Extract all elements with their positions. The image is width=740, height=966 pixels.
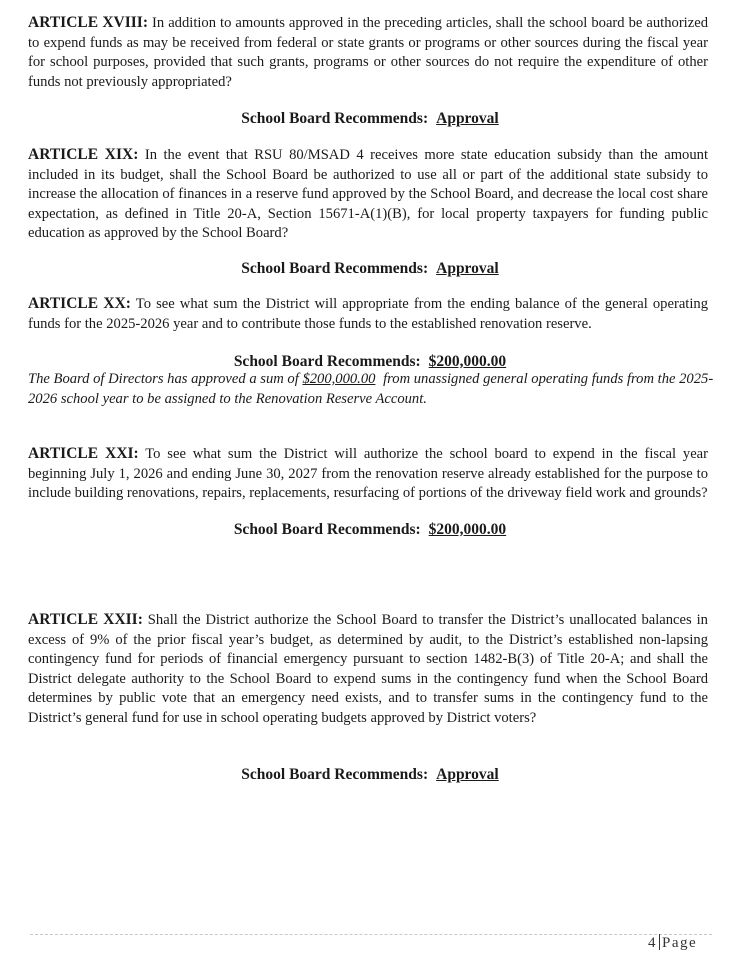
- recommendation-value: $200,000.00: [428, 353, 507, 370]
- page-number: [648, 934, 697, 952]
- recommendation-label: School Board Recommends:: [241, 766, 429, 783]
- article-label: ARTICLE XVIII:: [28, 14, 148, 31]
- article-xxii: [28, 610, 708, 728]
- article-xx: [28, 294, 708, 334]
- article-label: ARTICLE XIX:: [28, 146, 139, 163]
- recommendation-xxi: [0, 520, 740, 540]
- recommendation-value: Approval: [436, 766, 499, 783]
- recommendation-value: Approval: [436, 260, 499, 277]
- article-text: In addition to amounts approved in the preceding articles, shall the school board be authorized to expend funds as may be received from federal or state grants or programs or other sources during the fiscal year for school purposes, provided that such grants, programs or other sources do not require the expenditure of other funds not previously appropriated?: [28, 15, 708, 90]
- recommendation-xviii: [0, 109, 740, 129]
- article-label: ARTICLE XXII:: [28, 611, 143, 628]
- page-separator: [659, 934, 660, 950]
- article-text: To see what sum the District will appropriate from the ending balance of the general operating funds for the 2025-2026 year and to contribute those funds to the established renovation reserve.: [28, 296, 708, 332]
- note-amount: $200,000.00: [302, 371, 376, 387]
- note-prefix: The Board of Directors has approved a sum of: [28, 371, 299, 387]
- recommendation-value: Approval: [436, 110, 499, 127]
- recommendation-label: School Board Recommends:: [241, 110, 429, 127]
- board-approval-note: [28, 370, 718, 409]
- article-text: To see what sum the District will authorize the school board to expend in the fiscal year beginning July 1, 2026 and ending June 30, 2027 from the renovation reserve already established for the purpose to include building renovations, repairs, replacements, resurfacing of portions of the driveway field work and grounds?: [28, 446, 709, 501]
- article-xix: [28, 145, 708, 244]
- recommendation-label: School Board Recommends:: [241, 260, 429, 277]
- recommendation-label: School Board Recommends:: [233, 353, 421, 370]
- article-text: In the event that RSU 80/MSAD 4 receives more state education subsidy than the amount included in its budget, shall the School Board be authorized to use all or part of the additional state subsidy to increase the allocation of finances in a reserve fund approved by the School Board, and decrease the local cost share expectation, as defined in Title 20-A, Section 15671-A(1)(B), for local property taxpayers for funding public education as approved by the School Board?: [28, 147, 709, 241]
- article-text: Shall the District authorize the School Board to transfer the District’s unallocated balances in excess of 9% of the prior fiscal year’s budget, as determined by audit, to the District’s established non-lapsing contingency fund for periods of financial emergency pursuant to section 1482-B(3) of Title 20-A; and shall the District delegate authority to the School Board to expend sums in the contingency fund when the School Board determines by public vote that an emergency need exists, and to transfer sums in the contingency fund to the District’s general fund for use in school operating budgets approved by District voters?: [28, 612, 708, 726]
- page-word: Page: [662, 935, 698, 951]
- recommendation-xxii: [0, 765, 740, 785]
- article-label: ARTICLE XXI:: [28, 445, 139, 462]
- footer-divider: [30, 934, 712, 936]
- note-suffix: from unassigned general operating funds from the 2025-2026 school year to be assigned to the Renovation Reserve Account.: [28, 371, 714, 407]
- article-xxi: [28, 444, 708, 504]
- page-number-value: 4: [648, 935, 657, 951]
- recommendation-xix: [0, 259, 740, 279]
- recommendation-xx: [0, 352, 740, 372]
- article-label: ARTICLE XX:: [28, 295, 131, 312]
- recommendation-value: $200,000.00: [428, 521, 507, 538]
- recommendation-label: School Board Recommends:: [233, 521, 421, 538]
- article-xviii: [28, 13, 708, 92]
